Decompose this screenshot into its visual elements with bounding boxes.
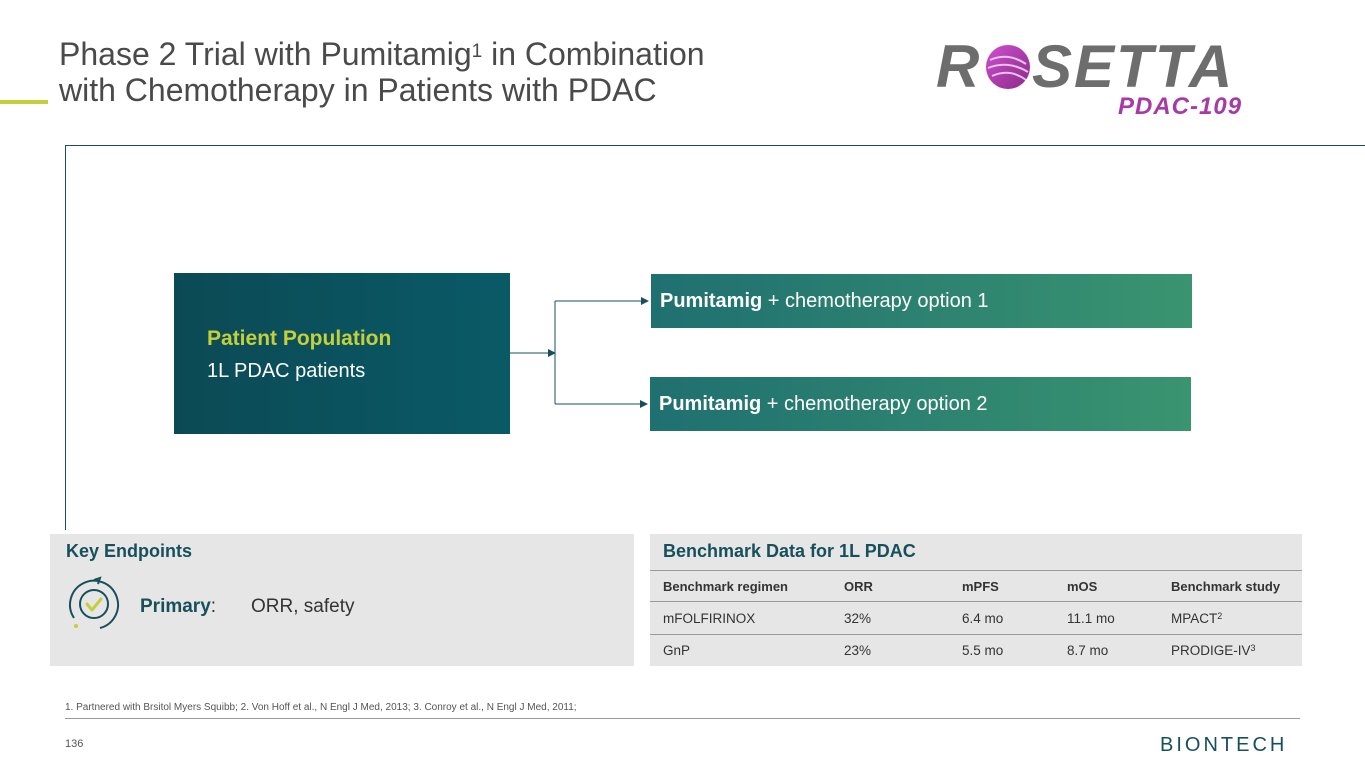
- col-header-study: Benchmark study: [1158, 571, 1302, 602]
- cell-regimen: GnP: [663, 642, 691, 658]
- population-subtitle: 1L PDAC patients: [207, 360, 366, 382]
- cell-orr: 23%: [844, 642, 872, 658]
- logo-letters-setta: SETTA: [1032, 33, 1235, 100]
- cell-orr: 32%: [831, 602, 949, 635]
- cell-mpfs: 6.4 mo: [949, 602, 1054, 635]
- cell-mpfs: 5.5 mo: [962, 642, 1004, 658]
- patient-population-box: [174, 273, 510, 434]
- col-header-mos: mOS: [1054, 571, 1158, 602]
- page-number: 136: [65, 738, 84, 750]
- check-cycle-icon: [64, 574, 124, 634]
- treatment-arm-1: Pumitamig + chemotherapy option 1: [651, 274, 1192, 328]
- cell-regimen: mFOLFIRINOX: [650, 602, 831, 635]
- primary-endpoint-value: ORR, safety: [251, 596, 355, 617]
- footer-divider: [65, 718, 1300, 719]
- endpoints-title: Key Endpoints: [66, 541, 193, 561]
- cell-mos: 8.7 mo: [1067, 642, 1109, 658]
- title-accent-bar: [0, 100, 48, 104]
- col-header-mpfs: mPFS: [949, 571, 1054, 602]
- population-title: Patient Population: [207, 327, 392, 350]
- footnote: 1. Partnered with Brsitol Myers Squibb; 2. Von Hoff et al., N Engl J Med, 2013; 3. Conroy et al., N Engl J Med, 2011;: [65, 702, 577, 713]
- svg-text:BIONTECH: BIONTECH: [1160, 734, 1288, 754]
- table-row: [650, 602, 1302, 635]
- biontech-logo: [1160, 734, 1302, 754]
- primary-endpoint-label: Primary:: [140, 596, 217, 617]
- cell-study: MPACT$^2$: [1158, 602, 1302, 635]
- logo-sphere-icon: [986, 45, 1030, 89]
- key-endpoints-panel: [50, 534, 634, 666]
- table-header-row: [650, 571, 1302, 602]
- slide-title: Phase 2 Trial with Pumitamig$^1$ in Combination with Chemotherapy in Patients with PDAC: [59, 36, 705, 108]
- benchmark-title: Benchmark Data for 1L PDAC: [663, 541, 916, 561]
- benchmark-table: [650, 570, 1302, 665]
- cell-study: PRODIGE-$IV^3$: [1171, 642, 1256, 658]
- logo-letter-r: R: [936, 33, 982, 100]
- benchmark-panel: [650, 534, 1302, 666]
- col-header-regimen: Benchmark regimen: [650, 571, 831, 602]
- treatment-arm-2: Pumitamig + chemotherapy option 2: [650, 377, 1191, 431]
- rosetta-logo: [930, 32, 1270, 122]
- table-row: [650, 635, 1302, 666]
- col-header-orr: ORR: [831, 571, 949, 602]
- logo-subtitle: PDAC-109: [1118, 93, 1243, 120]
- cell-mos: 11.1 mo: [1054, 602, 1158, 635]
